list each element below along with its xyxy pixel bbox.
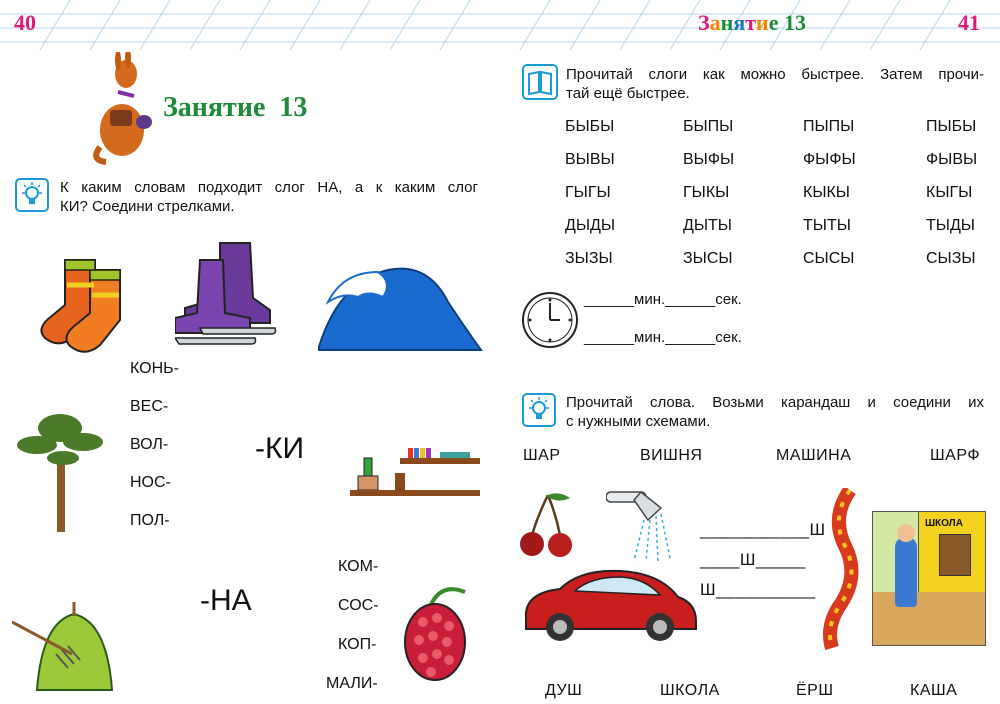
syllable-left-5: ПОЛ- <box>130 512 170 529</box>
cherry-illustration <box>518 490 578 560</box>
lightbulb-icon <box>522 393 556 427</box>
syllable-cell: ВЫФЫ <box>683 151 735 168</box>
bottom-word-1: ДУШ <box>545 682 583 699</box>
wave-illustration <box>318 262 483 352</box>
lightbulb-icon <box>15 178 49 212</box>
page-number-right: 41 <box>958 10 980 35</box>
syllable-left-2: ВЕС- <box>130 398 169 415</box>
syllable-cell: СЫЗЫ <box>926 250 976 267</box>
scarf-illustration <box>818 488 868 653</box>
syllable-cell: ФЫВЫ <box>926 151 978 168</box>
syllable-cell: ЗЫСЫ <box>683 250 733 267</box>
words-task-line1: Прочитай слова. Возьми карандаш и соедини их <box>566 394 984 411</box>
kangaroo-illustration <box>90 52 160 167</box>
suffix-ki: -КИ <box>255 432 305 465</box>
syllable-right-3: КОП- <box>338 636 377 653</box>
syllable-cell: ДЫДЫ <box>565 217 615 234</box>
raspberry-illustration <box>395 582 480 692</box>
top-word-4: ШАРФ <box>930 447 980 464</box>
title-letter: и <box>756 10 769 35</box>
title-letter: 3 <box>794 10 806 35</box>
scheme-3[interactable]: Ш__________ <box>700 580 816 599</box>
syllable-cell: ГЫКЫ <box>683 184 730 201</box>
syllable-right-4: МАЛИ- <box>326 675 378 692</box>
syllable-cell: СЫСЫ <box>803 250 855 267</box>
shower-illustration <box>606 486 681 566</box>
syllable-cell: ПЫПЫ <box>803 118 855 135</box>
title-letter: е <box>768 10 779 35</box>
title-letter: я <box>733 10 746 35</box>
syllable-cell: ВЫВЫ <box>565 151 615 168</box>
syllable-right-1: КОМ- <box>338 558 379 575</box>
syllable-cell: ЗЫЗЫ <box>565 250 613 267</box>
book-icon <box>522 64 558 100</box>
top-word-2: ВИШНЯ <box>640 447 703 464</box>
top-word-3: МАШИНА <box>776 447 852 464</box>
syllable-cell: ФЫФЫ <box>803 151 856 168</box>
bottom-word-3: ЁРШ <box>796 682 834 699</box>
tree-illustration <box>15 410 105 535</box>
bottom-word-2: ШКОЛА <box>660 682 720 699</box>
socks-illustration <box>35 250 135 360</box>
clock-icon <box>520 290 580 350</box>
school-illustration <box>872 511 986 646</box>
haystack-illustration <box>12 602 122 697</box>
title-letter: а <box>709 10 721 35</box>
title-letter: т <box>745 10 757 35</box>
reading-task-line1: Прочитай слоги как можно быстрее. Затем прочи- <box>566 66 984 83</box>
syllable-cell: ПЫБЫ <box>926 118 977 135</box>
syllable-cell: БЫБЫ <box>565 118 615 135</box>
bottom-word-4: КАША <box>910 682 958 699</box>
syllable-cell: КЫГЫ <box>926 184 973 201</box>
title-letter: З <box>698 10 710 35</box>
lesson-title-left: Занятие 13 <box>163 92 308 123</box>
school-sign: ШКОЛА <box>925 518 963 529</box>
syllable-cell: БЫПЫ <box>683 118 734 135</box>
syllable-cell: ТЫТЫ <box>803 217 851 234</box>
car-illustration <box>520 563 700 645</box>
syllable-right-2: СОС- <box>338 597 379 614</box>
scheme-2[interactable]: ____Ш_____ <box>700 550 806 569</box>
syllable-cell: ГЫГЫ <box>565 184 611 201</box>
lesson-title-right <box>698 10 806 36</box>
syllable-cell: ТЫДЫ <box>926 217 975 234</box>
syllable-left-4: НОС- <box>130 474 171 491</box>
top-word-1: ШАР <box>523 447 561 464</box>
words-task-line2: с нужными схемами. <box>566 413 711 430</box>
suffix-na: -НА <box>200 584 252 617</box>
task-instruction-line1: К каким словам подходит слог НА, а к каким слог <box>60 179 478 196</box>
task-instruction-line2: КИ? Соедини стрелками. <box>60 198 235 215</box>
header-lines <box>0 0 1000 60</box>
timer-field-1[interactable]: ______мин.______сек. <box>584 291 742 308</box>
page-number-left: 40 <box>14 10 36 35</box>
syllable-cell: ДЫТЫ <box>683 217 732 234</box>
syllable-cell: КЫКЫ <box>803 184 850 201</box>
syllable-left-1: КОНЬ- <box>130 360 179 377</box>
syllable-left-3: ВОЛ- <box>130 436 169 453</box>
reading-task-line2: тай ещё быстрее. <box>566 85 690 102</box>
title-letter: 1 <box>783 10 795 35</box>
shelf-illustration <box>350 448 480 508</box>
timer-field-2[interactable]: ______мин.______сек. <box>584 329 742 346</box>
skates-illustration <box>175 238 285 348</box>
title-letter: н <box>720 10 734 35</box>
scheme-1[interactable]: ___________Ш <box>700 520 826 539</box>
